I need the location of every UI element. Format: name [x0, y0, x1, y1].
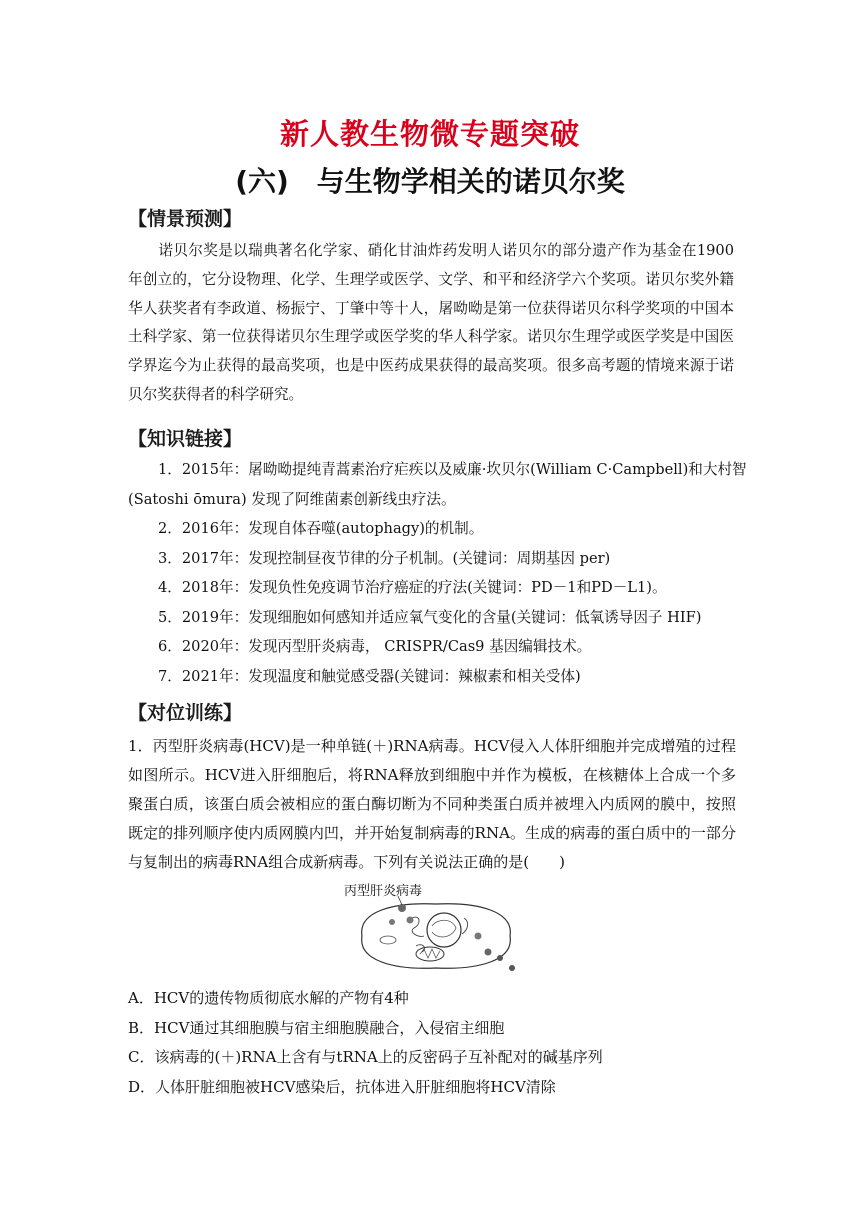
virus-particle	[398, 904, 406, 912]
virus-particle	[407, 917, 414, 924]
nucleus-inner	[432, 920, 456, 937]
knowledge-list	[128, 455, 748, 691]
virus-particle	[475, 933, 482, 940]
knowledge-item-7: 7．2021年：发现温度和触觉感受器(关键词：辣椒素和相关受体)	[158, 667, 581, 685]
section-heading-practice: 【对位训练】	[128, 702, 243, 724]
virus-particle	[485, 949, 492, 956]
virus-particle	[509, 965, 515, 971]
hcv-cell-diagram	[352, 896, 520, 974]
knowledge-item-1-line-1: 1．2015年：屠呦呦提纯青蒿素治疗疟疾以及威廉·坎贝尔(William C·Campbell)和大村智	[158, 461, 747, 478]
knowledge-item-2: 2．2016年：发现自体吞噬(autophagy)的机制。	[158, 520, 484, 537]
virus-particle	[389, 919, 395, 925]
figure-label: 丙型肝炎病毒	[344, 884, 423, 899]
golgi-vesicle	[380, 936, 396, 944]
section-heading-scenario: 【情景预测】	[128, 208, 243, 230]
page-subtitle: (六) 与生物学相关的诺贝尔奖	[235, 165, 625, 198]
option-d: D．人体肝脏细胞被HCV感染后，抗体进入肝脏细胞将HCV清除	[128, 1077, 556, 1096]
option-a: A．HCV的遗传物质彻底水解的产物有4种	[128, 989, 409, 1007]
nucleus	[427, 913, 461, 947]
scenario-paragraph	[128, 237, 734, 410]
knowledge-item-4: 4．2018年：发现负性免疫调节治疗癌症的疗法(关键词：PD－1和PD－L1)。	[158, 579, 667, 596]
section-heading-knowledge: 【知识链接】	[128, 428, 243, 450]
mitochondrion-cristae	[420, 949, 440, 958]
knowledge-item-5: 5．2019年：发现细胞如何感知并适应氧气变化的含量(关键词：低氧诱导因子 HIF)	[158, 608, 702, 626]
scenario-text: 诺贝尔奖是以瑞典著名化学家、硝化甘油炸药发明人诺贝尔的部分遗产作为基金在1900年创立的，它分设物理、化学、生理学或医学、文学、和平和经济学六个奖项。诺贝尔奖外籍华人获奖者有李政道、杨振宁、丁肇中等十人，屠呦呦是第一位获得诺贝尔科学奖项的中国本土科学家、第一位获得诺贝尔生理学或医学奖的华人科学家。诺贝尔生理学或医学奖是中国医学界迄今为止获得的最高奖项，也是中医药成果获得的最高奖项。很多高考题的情境来源于诺贝尔奖获得者的科学研究。	[128, 242, 734, 403]
knowledge-item-3: 3．2017年：发现控制昼夜节律的分子机制。(关键词：周期基因 per)	[158, 549, 611, 567]
question-stem: 1．丙型肝炎病毒(HCV)是一种单链(＋)RNA病毒。HCV侵入人体肝细胞并完成增殖的过程如图所示。HCV进入肝细胞后，将RNA释放到细胞中并作为模板，在核糖体上合成一个多聚蛋白质，该蛋白质会被相应的蛋白酶切断为不同种类蛋白质并被埋入内质网的膜中，按照既定的排列顺序使内质网膜内凹，并开始复制病毒的RNA。生成的病毒的蛋白质中的一部分与复制出的病毒RNA组合成新病毒。下列有关说法正确的是( )	[128, 737, 736, 871]
knowledge-item-1-line-2: (Satoshi ōmura) 发现了阿维菌素创新线虫疗法。	[128, 490, 456, 508]
knowledge-item-6: 6．2020年：发现丙型肝炎病毒， CRISPR/Cas9 基因编辑技术。	[158, 638, 592, 655]
page-title: 新人教生物微专题突破	[279, 117, 580, 151]
virus-particle	[497, 955, 503, 961]
option-b: B．HCV通过其细胞膜与宿主细胞膜融合，入侵宿主细胞	[128, 1018, 505, 1037]
label-pointer	[398, 896, 402, 905]
option-c: C．该病毒的(＋)RNA上含有与tRNA上的反密码子互补配对的碱基序列	[128, 1048, 603, 1066]
answer-options	[128, 984, 603, 1102]
